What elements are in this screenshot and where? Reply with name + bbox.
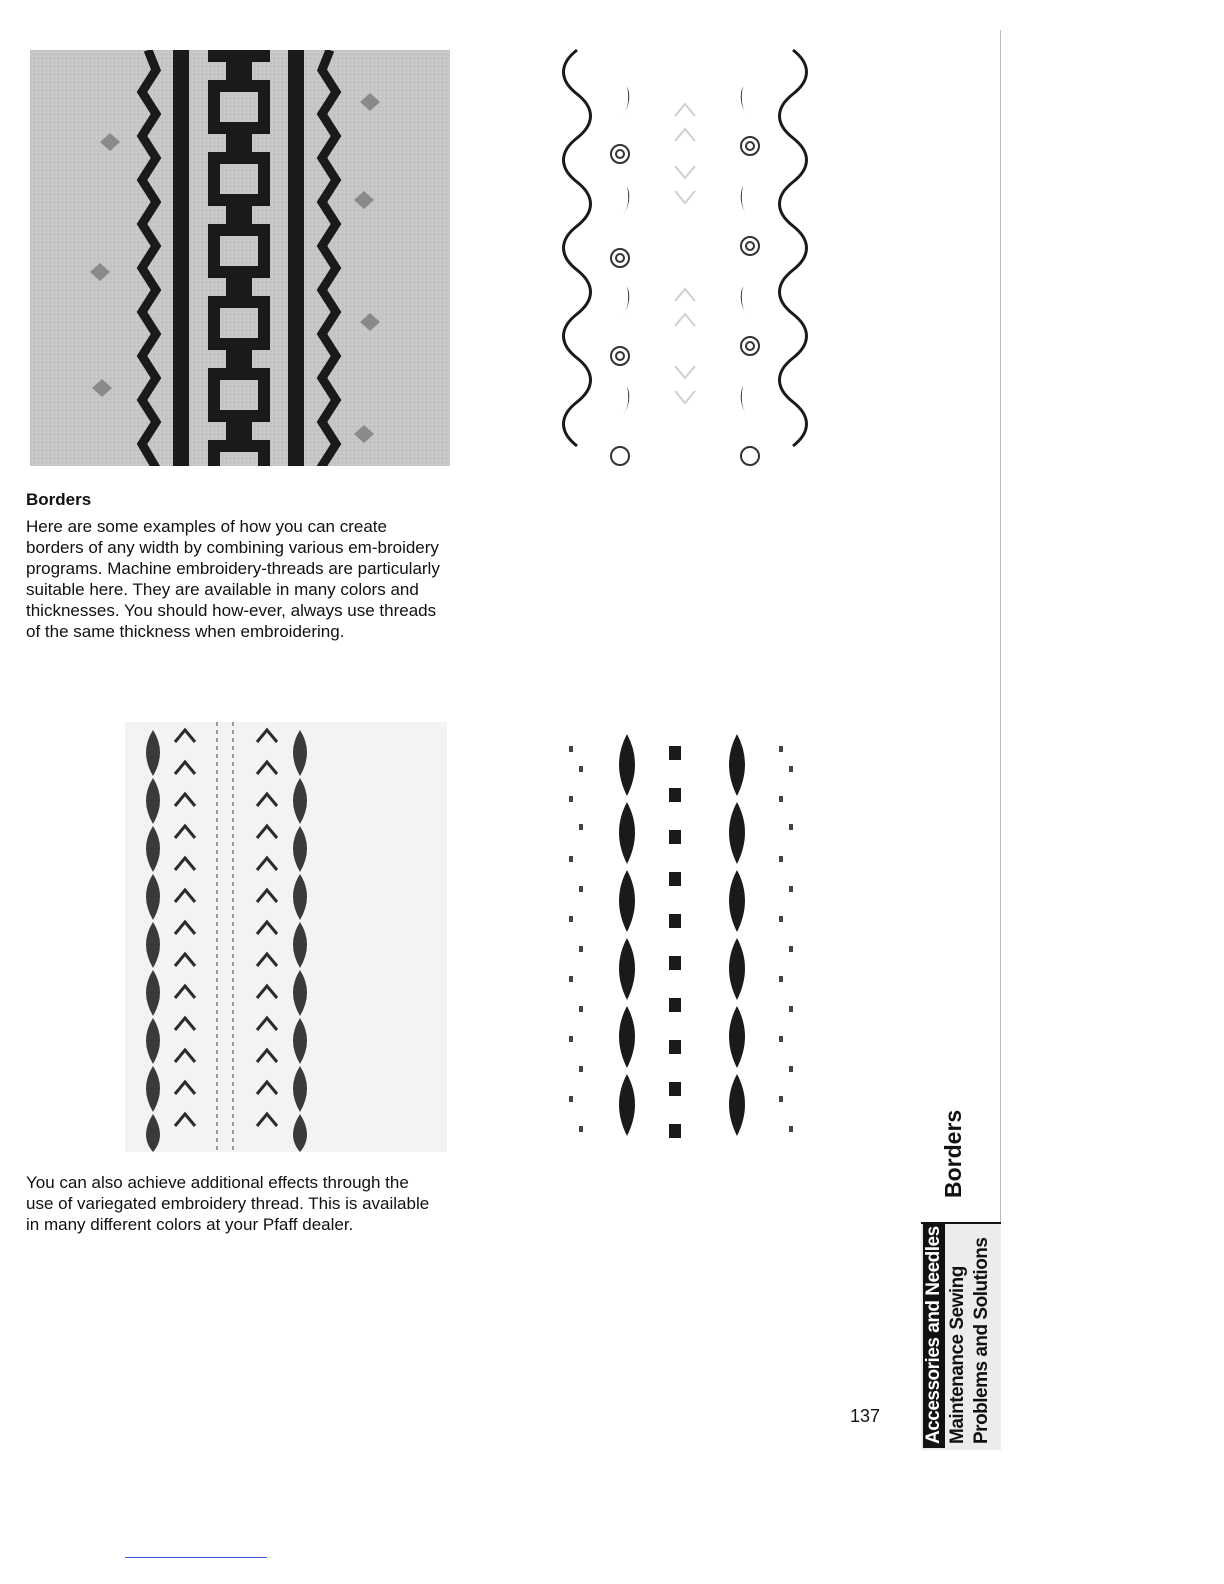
tab-line-maintenance: Maintenance Sewing (947, 1266, 968, 1444)
page-number: 137 (850, 1406, 881, 1426)
tab-line-accessories: Accessories and Needles (923, 1226, 944, 1444)
variegated-paragraph: You can also achieve additional effects through the use of variegated embroidery thread. This is available in many different colors at your Pfaff dealer. (26, 1173, 430, 1234)
embroidery-photo-gray-fabric (30, 50, 450, 466)
embroidery-photo-variegated (125, 722, 447, 1152)
embroidery-photo-scallop-swirl (545, 46, 820, 470)
tab-line-problems: Problems and Solutions (971, 1237, 992, 1444)
embroidery-photo-geometric (555, 726, 811, 1154)
chapter-tab (921, 1222, 1001, 1450)
section-heading: Borders (26, 490, 92, 509)
side-rule (1000, 30, 1001, 1420)
intro-paragraph: Here are some examples of how you can create borders of any width by combining various em-broidery programs. Machine embroidery-threads are particularly suitable here. They are available in many colors and thicknesses. You should how-ever, always use threads of the same thickness when embroidering. (26, 517, 440, 641)
side-title: Borders (940, 1109, 966, 1198)
footer-rule (125, 1557, 267, 1558)
